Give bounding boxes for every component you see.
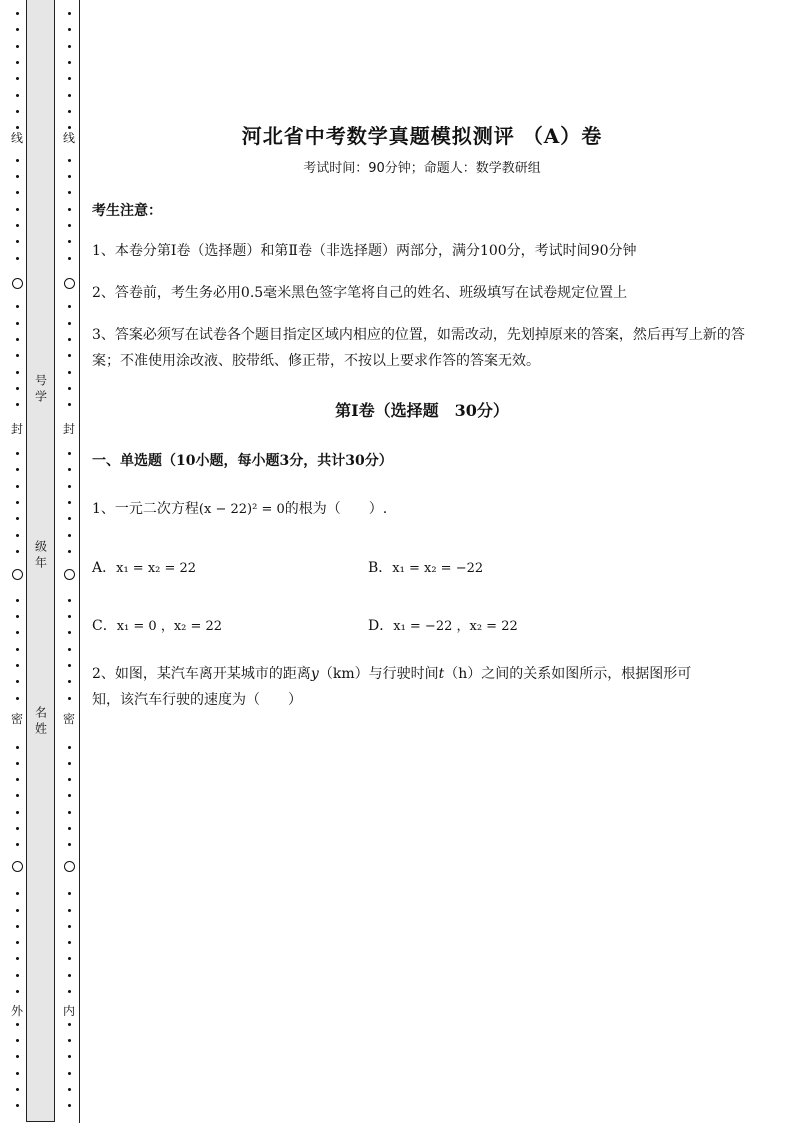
perforation-dot xyxy=(68,354,71,357)
perforation-dot xyxy=(68,1039,71,1042)
perforation-dot xyxy=(16,990,19,993)
perforation-dot xyxy=(68,94,71,97)
option-b-math: x₁ = x₂ = −22 xyxy=(392,561,484,576)
option-d-label: D． xyxy=(368,618,394,634)
perforation-dot xyxy=(68,28,71,31)
perforation-dot xyxy=(16,257,19,260)
perforation-dot xyxy=(16,1072,19,1075)
question-1-suffix: 的根为（ ）. xyxy=(284,501,388,517)
binding-circle-icon xyxy=(64,278,75,289)
perforation-dot xyxy=(68,191,71,194)
option-b[interactable] xyxy=(368,558,483,579)
perforation-dot xyxy=(16,941,19,944)
perforation-dot xyxy=(16,387,19,390)
perforation-dot xyxy=(16,77,19,80)
perforation-dot xyxy=(68,631,71,634)
section-heading: 第Ⅰ卷（选择题 30分） xyxy=(335,401,509,420)
outer-binding-column xyxy=(8,0,26,1123)
perforation-dot xyxy=(16,517,19,520)
binding-mark: 密 xyxy=(8,712,26,726)
perforation-dot xyxy=(68,974,71,977)
perforation-dot xyxy=(68,452,71,455)
perforation-dot xyxy=(16,648,19,651)
binding-border xyxy=(79,0,80,1123)
perforation-dot xyxy=(68,794,71,797)
perforation-dot xyxy=(68,371,71,374)
question-group-heading: 一、单选题（10小题，每小题3分，共计30分） xyxy=(92,453,393,469)
perforation-dot xyxy=(68,648,71,651)
inner-binding-column xyxy=(58,0,80,1123)
perforation-dot xyxy=(68,925,71,928)
perforation-dot xyxy=(68,941,71,944)
perforation-dot xyxy=(68,257,71,260)
perforation-dot xyxy=(16,305,19,308)
binding-mark: 内 xyxy=(58,1004,80,1018)
perforation-dot xyxy=(68,61,71,64)
perforation-dot xyxy=(16,746,19,749)
perforation-dot xyxy=(68,485,71,488)
perforation-dot xyxy=(16,322,19,325)
perforation-dot xyxy=(16,811,19,814)
perforation-dot xyxy=(68,1055,71,1058)
perforation-dot xyxy=(68,468,71,471)
perforation-dot xyxy=(16,175,19,178)
question-1-prefix: 1、一元二次方程 xyxy=(92,501,199,517)
perforation-dot xyxy=(68,811,71,814)
binding-mark: 线 xyxy=(58,131,80,145)
option-a-label: A． xyxy=(92,560,117,576)
perforation-dot xyxy=(16,240,19,243)
question-1-equation: (x − 22)² = 0 xyxy=(198,502,285,517)
perforation-dot xyxy=(16,599,19,602)
perforation-dot xyxy=(16,615,19,618)
perforation-dot xyxy=(68,305,71,308)
perforation-dot xyxy=(16,762,19,765)
binding-circle-icon xyxy=(64,569,75,580)
perforation-dot xyxy=(68,45,71,48)
perforation-dot xyxy=(68,110,71,113)
perforation-dot xyxy=(16,909,19,912)
perforation-dot xyxy=(16,957,19,960)
binding-mark: 封 xyxy=(8,422,26,436)
perforation-dot xyxy=(16,403,19,406)
perforation-dot xyxy=(16,501,19,504)
perforation-dot xyxy=(68,159,71,162)
perforation-dot xyxy=(68,1072,71,1075)
option-c-math: x₁ = 0 ，x₂ = 22 xyxy=(116,619,223,634)
perforation-dot xyxy=(16,1104,19,1107)
perforation-dot xyxy=(68,599,71,602)
perforation-dot xyxy=(68,240,71,243)
perforation-dot xyxy=(16,843,19,846)
binding-mark: 线 xyxy=(8,131,26,145)
notice-heading: 考生注意： xyxy=(92,203,162,219)
perforation-dot xyxy=(16,631,19,634)
perforation-dot xyxy=(68,990,71,993)
field-student-number-label: 号学 xyxy=(33,374,48,406)
question-2-var-y: y xyxy=(310,666,319,682)
question-1 xyxy=(92,496,752,523)
perforation-dot xyxy=(16,354,19,357)
perforation-dot xyxy=(16,1023,19,1026)
question-2 xyxy=(92,661,752,713)
perforation-dot xyxy=(16,191,19,194)
exam-subtitle: 考试时间：90分钟；命题人：数学教研组 xyxy=(303,161,541,176)
notice-item: 1、本卷分第Ⅰ卷（选择题）和第Ⅱ卷（非选择题）两部分，满分100分，考试时间90分钟 xyxy=(92,243,637,259)
perforation-dot xyxy=(68,762,71,765)
perforation-dot xyxy=(68,680,71,683)
question-2-var-t: t xyxy=(438,666,445,682)
perforation-dot xyxy=(16,892,19,895)
option-d[interactable] xyxy=(368,616,518,637)
perforation-dot xyxy=(68,403,71,406)
perforation-dot xyxy=(68,387,71,390)
perforation-dot xyxy=(68,338,71,341)
perforation-dot xyxy=(68,517,71,520)
perforation-dot xyxy=(68,1023,71,1026)
option-b-label: B． xyxy=(368,560,393,576)
perforation-dot xyxy=(16,224,19,227)
exam-title: 河北省中考数学真题模拟测评 （A）卷 xyxy=(241,124,603,148)
perforation-dot xyxy=(68,664,71,667)
field-name-label: 名姓 xyxy=(33,706,48,738)
notice-item: 3、答案必须写在试卷各个题目指定区域内相应的位置，如需改动，先划掉原来的答案，然后再写上新的答案；不准使用涂改液、胶带纸、修正带，不按以上要求作答的答案无效。 xyxy=(92,327,745,369)
perforation-dot xyxy=(68,957,71,960)
perforation-dot xyxy=(68,126,71,129)
notice-item: 2、答卷前，考生务必用0.5毫米黑色签字笔将自己的姓名、班级填写在试卷规定位置上 xyxy=(92,285,628,301)
perforation-dot xyxy=(16,664,19,667)
binding-circle-icon xyxy=(64,861,75,872)
perforation-dot xyxy=(68,778,71,781)
perforation-dot xyxy=(16,371,19,374)
perforation-dot xyxy=(68,534,71,537)
perforation-dot xyxy=(68,322,71,325)
student-info-band xyxy=(26,0,55,1122)
perforation-dot xyxy=(16,45,19,48)
perforation-dot xyxy=(16,28,19,31)
perforation-dot xyxy=(68,224,71,227)
perforation-dot xyxy=(68,77,71,80)
perforation-dot xyxy=(68,1088,71,1091)
field-grade xyxy=(27,540,54,572)
binding-mark: 外 xyxy=(8,1004,26,1018)
option-d-math: x₁ = −22 ，x₂ = 22 xyxy=(393,619,518,634)
perforation-dot xyxy=(68,12,71,15)
perforation-dot xyxy=(16,1088,19,1091)
binding-mark: 密 xyxy=(58,712,80,726)
question-2-text-2: （km）与行驶时间 xyxy=(318,666,439,682)
perforation-dot xyxy=(16,778,19,781)
perforation-dot xyxy=(16,468,19,471)
option-a[interactable] xyxy=(92,558,196,579)
perforation-dot xyxy=(68,550,71,553)
perforation-dot xyxy=(68,501,71,504)
perforation-dot xyxy=(16,1055,19,1058)
perforation-dot xyxy=(16,159,19,162)
perforation-dot xyxy=(16,1039,19,1042)
perforation-dot xyxy=(16,550,19,553)
field-student-number xyxy=(27,374,54,406)
perforation-dot xyxy=(16,827,19,830)
perforation-dot xyxy=(68,697,71,700)
perforation-dot xyxy=(68,746,71,749)
perforation-dot xyxy=(16,452,19,455)
perforation-dot xyxy=(16,94,19,97)
option-a-math: x₁ = x₂ = 22 xyxy=(116,561,197,576)
perforation-dot xyxy=(16,680,19,683)
perforation-dot xyxy=(68,909,71,912)
binding-circle-icon xyxy=(12,861,23,872)
perforation-dot xyxy=(16,697,19,700)
question-2-text-line2: 知，该汽车行驶的速度为（ ） xyxy=(92,692,302,708)
perforation-dot xyxy=(68,827,71,830)
perforation-dot xyxy=(16,110,19,113)
question-2-text-1: 2、如图，某汽车离开某城市的距离 xyxy=(92,666,311,682)
perforation-dot xyxy=(68,175,71,178)
option-c[interactable] xyxy=(92,616,222,637)
perforation-dot xyxy=(16,925,19,928)
question-2-text-3: （h）之间的关系如图所示，根据图形可 xyxy=(444,666,692,682)
perforation-dot xyxy=(16,126,19,129)
perforation-dot xyxy=(68,615,71,618)
perforation-dot xyxy=(16,61,19,64)
option-c-label: C． xyxy=(92,618,117,634)
perforation-dot xyxy=(16,12,19,15)
perforation-dot xyxy=(68,843,71,846)
perforation-dot xyxy=(68,208,71,211)
perforation-dot xyxy=(16,534,19,537)
binding-circle-icon xyxy=(12,569,23,580)
perforation-dot xyxy=(68,892,71,895)
binding-mark: 封 xyxy=(58,422,80,436)
perforation-dot xyxy=(16,208,19,211)
perforation-dot xyxy=(16,794,19,797)
perforation-dot xyxy=(16,974,19,977)
field-grade-label: 级年 xyxy=(33,540,48,572)
perforation-dot xyxy=(16,338,19,341)
perforation-dot xyxy=(68,1104,71,1107)
perforation-dot xyxy=(16,485,19,488)
binding-circle-icon xyxy=(12,278,23,289)
field-name xyxy=(27,706,54,738)
